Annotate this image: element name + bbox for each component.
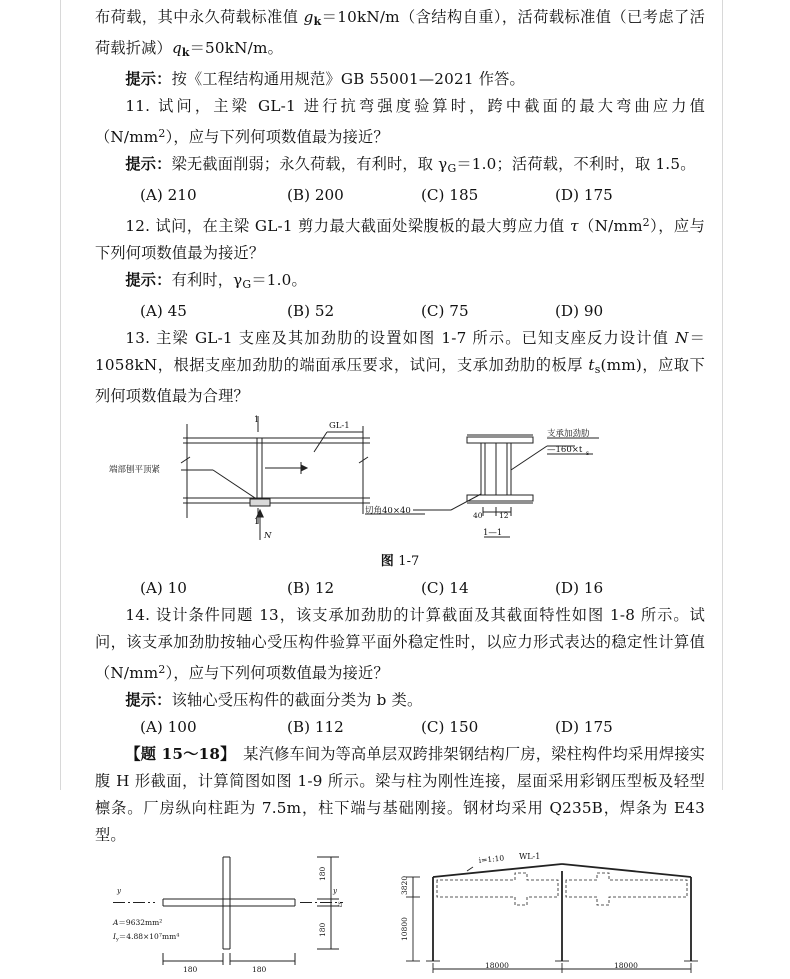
option-11-c[interactable]: (C) 185 — [421, 186, 479, 205]
label-section-area: A＝9632mm² — [113, 918, 163, 928]
label-dim-180-left: 180 — [183, 965, 198, 975]
figure-1-7 — [95, 410, 705, 575]
option-12-c[interactable]: (C) 75 — [421, 302, 469, 321]
figure-1-7-caption: 图 1-7 — [380, 554, 420, 570]
question-14-options — [95, 714, 705, 741]
question-14-hint: 提示：该轴心受压构件的截面分类为 b 类。 — [125, 691, 423, 710]
label-cut-top: 1 — [254, 415, 260, 425]
label-dim-12: 12 — [499, 511, 509, 521]
question-14-number: 14. — [125, 606, 151, 625]
label-span-left-18000: 18000 — [485, 961, 509, 971]
label-beam-mark-wl1: WL-1 — [519, 852, 541, 862]
label-height-10800: 10800 — [400, 917, 409, 942]
question-12-options — [95, 298, 705, 325]
label-corner-cut: 切角40×40 — [365, 506, 411, 517]
hint-label-12: 提示： — [125, 271, 172, 290]
figure-1-9-dimensions — [406, 867, 698, 973]
label-bearing-stiffener: 支承加劲肋 — [547, 429, 590, 440]
page-content — [95, 4, 705, 979]
label-end-milled: 端部刨平顶紧 — [109, 465, 161, 476]
label-reaction-n: N — [264, 531, 272, 542]
question-13-number: 13. — [125, 329, 151, 348]
option-13-d[interactable]: (D) 16 — [555, 579, 604, 598]
question-15-18-heading: 【题 15～18】 — [125, 745, 228, 764]
option-12-a[interactable]: (A) 45 — [140, 302, 187, 321]
option-11-b[interactable]: (B) 200 — [287, 186, 344, 205]
label-moment-inertia: $I_y=4.88\times 10^7mm^4$ — [113, 932, 180, 943]
label-stiffener-size-sub: s — [586, 450, 590, 458]
question-11-hint: 提示：梁无截面削弱；永久荷载，有利时，取 $\gamma_G=1.0$；活荷载，不利时，取 1.5。 — [125, 155, 696, 176]
label-axis-y-right: y — [333, 887, 337, 896]
figures-1-8-and-1-9 — [95, 849, 705, 979]
page-border-right — [722, 0, 723, 790]
label-axis-y-left: y — [117, 887, 121, 896]
label-dim-180-top: 180 — [318, 866, 327, 882]
hint-label-14: 提示： — [125, 691, 172, 710]
hint-label-11: 提示： — [125, 155, 172, 174]
option-14-a[interactable]: (A) 100 — [140, 718, 197, 737]
question-12-text: 12. 试问，在主梁 GL-1 剪力最大截面处梁腹板的最大剪应力值 $\tau(N/mm^2)$，应与下列何项数值最为接近？ — [95, 216, 705, 263]
question-13-options — [95, 575, 705, 602]
option-13-a[interactable]: (A) 10 — [140, 579, 187, 598]
option-11-a[interactable]: (A) 210 — [140, 186, 197, 205]
option-12-d[interactable]: (D) 90 — [555, 302, 604, 321]
label-section-1-1: 1—1 — [483, 528, 503, 539]
question-12-hint: 提示：有利时，$\gamma_G=1.0$。 — [125, 271, 307, 292]
question-13-text: 13. 主梁 GL-1 支座及其加劲肋的设置如图 1-7 所示。已知支座反力设计值 N＝1058kN，根据支座加劲肋的端面承压要求，试问，支承加劲肋的板厚 $t_s(mm)$，应取下列何项数值最为合理？ — [95, 329, 705, 406]
label-stiffener-size: —160×t — [547, 445, 583, 456]
label-span-right-18000: 18000 — [614, 961, 638, 971]
option-11-d[interactable]: (D) 175 — [555, 186, 613, 205]
label-height-3820: 3820 — [400, 875, 409, 896]
paragraph-load-continued: 布荷载，其中永久荷载标准值 $g_k=10kN/m$（含结构自重），活荷载标准值（已考虑了活荷载折减）$q_k=50kN/m$。 — [95, 8, 705, 60]
label-dim-180-right: 180 — [252, 965, 267, 975]
label-roof-slope: i=1:10 — [478, 853, 505, 866]
hint-code-paragraph: 提示：按《工程结构通用规范》GB 55001—2021 作答。 — [125, 70, 525, 89]
option-13-b[interactable]: (B) 12 — [287, 579, 335, 598]
question-11-number: 11. — [125, 97, 151, 116]
question-11-text: 11. 试问，主梁 GL-1 进行抗弯强度验算时，跨中截面的最大弯曲应力值$(N/mm^2)$，应与下列何项数值最为接近？ — [95, 97, 705, 147]
question-15-18-block: 【题 15～18】 某汽修车间为等高单层双跨排架钢结构厂房，梁柱构件均采用焊接实腹 H 形截面，计算简图如图 1-9 所示。梁与柱为刚性连接，屋面采用彩钢压型板及轻型檩条。厂房纵向柱距为 7.5m，柱下端与基础刚接。钢材均采用 Q235B，焊条为 E43 型。 — [95, 745, 705, 845]
question-11-options — [95, 182, 705, 209]
figure-1-8-group — [113, 857, 343, 965]
page-border-left — [60, 0, 61, 790]
label-cut-bottom: 1 — [254, 517, 260, 527]
label-dim-40: 40 — [473, 511, 483, 521]
option-12-b[interactable]: (B) 52 — [287, 302, 335, 321]
label-beam-mark-gl1: GL-1 — [329, 421, 350, 432]
question-12-number: 12. — [125, 217, 151, 236]
figure-1-7-number: 1-7 — [398, 554, 420, 570]
question-14-text: 14. 设计条件同题 13，该支承加劲肋的计算截面及其截面特性如图 1-8 所示。试问，该支承加劲肋按轴心受压构件验算平面外稳定性时，以应力形式表达的稳定性计算值$(N/mm^2)$，应与下列何项数值最为接近？ — [95, 606, 705, 683]
option-14-d[interactable]: (D) 175 — [555, 718, 613, 737]
label-dim-180-bottom: 180 — [318, 922, 327, 938]
figure-1-9-group — [433, 864, 691, 961]
option-14-c[interactable]: (C) 150 — [421, 718, 479, 737]
label-dim-ts: ts — [337, 901, 344, 908]
option-14-b[interactable]: (B) 112 — [287, 718, 344, 737]
option-13-c[interactable]: (C) 14 — [421, 579, 469, 598]
figure-row-drawing — [95, 849, 705, 979]
